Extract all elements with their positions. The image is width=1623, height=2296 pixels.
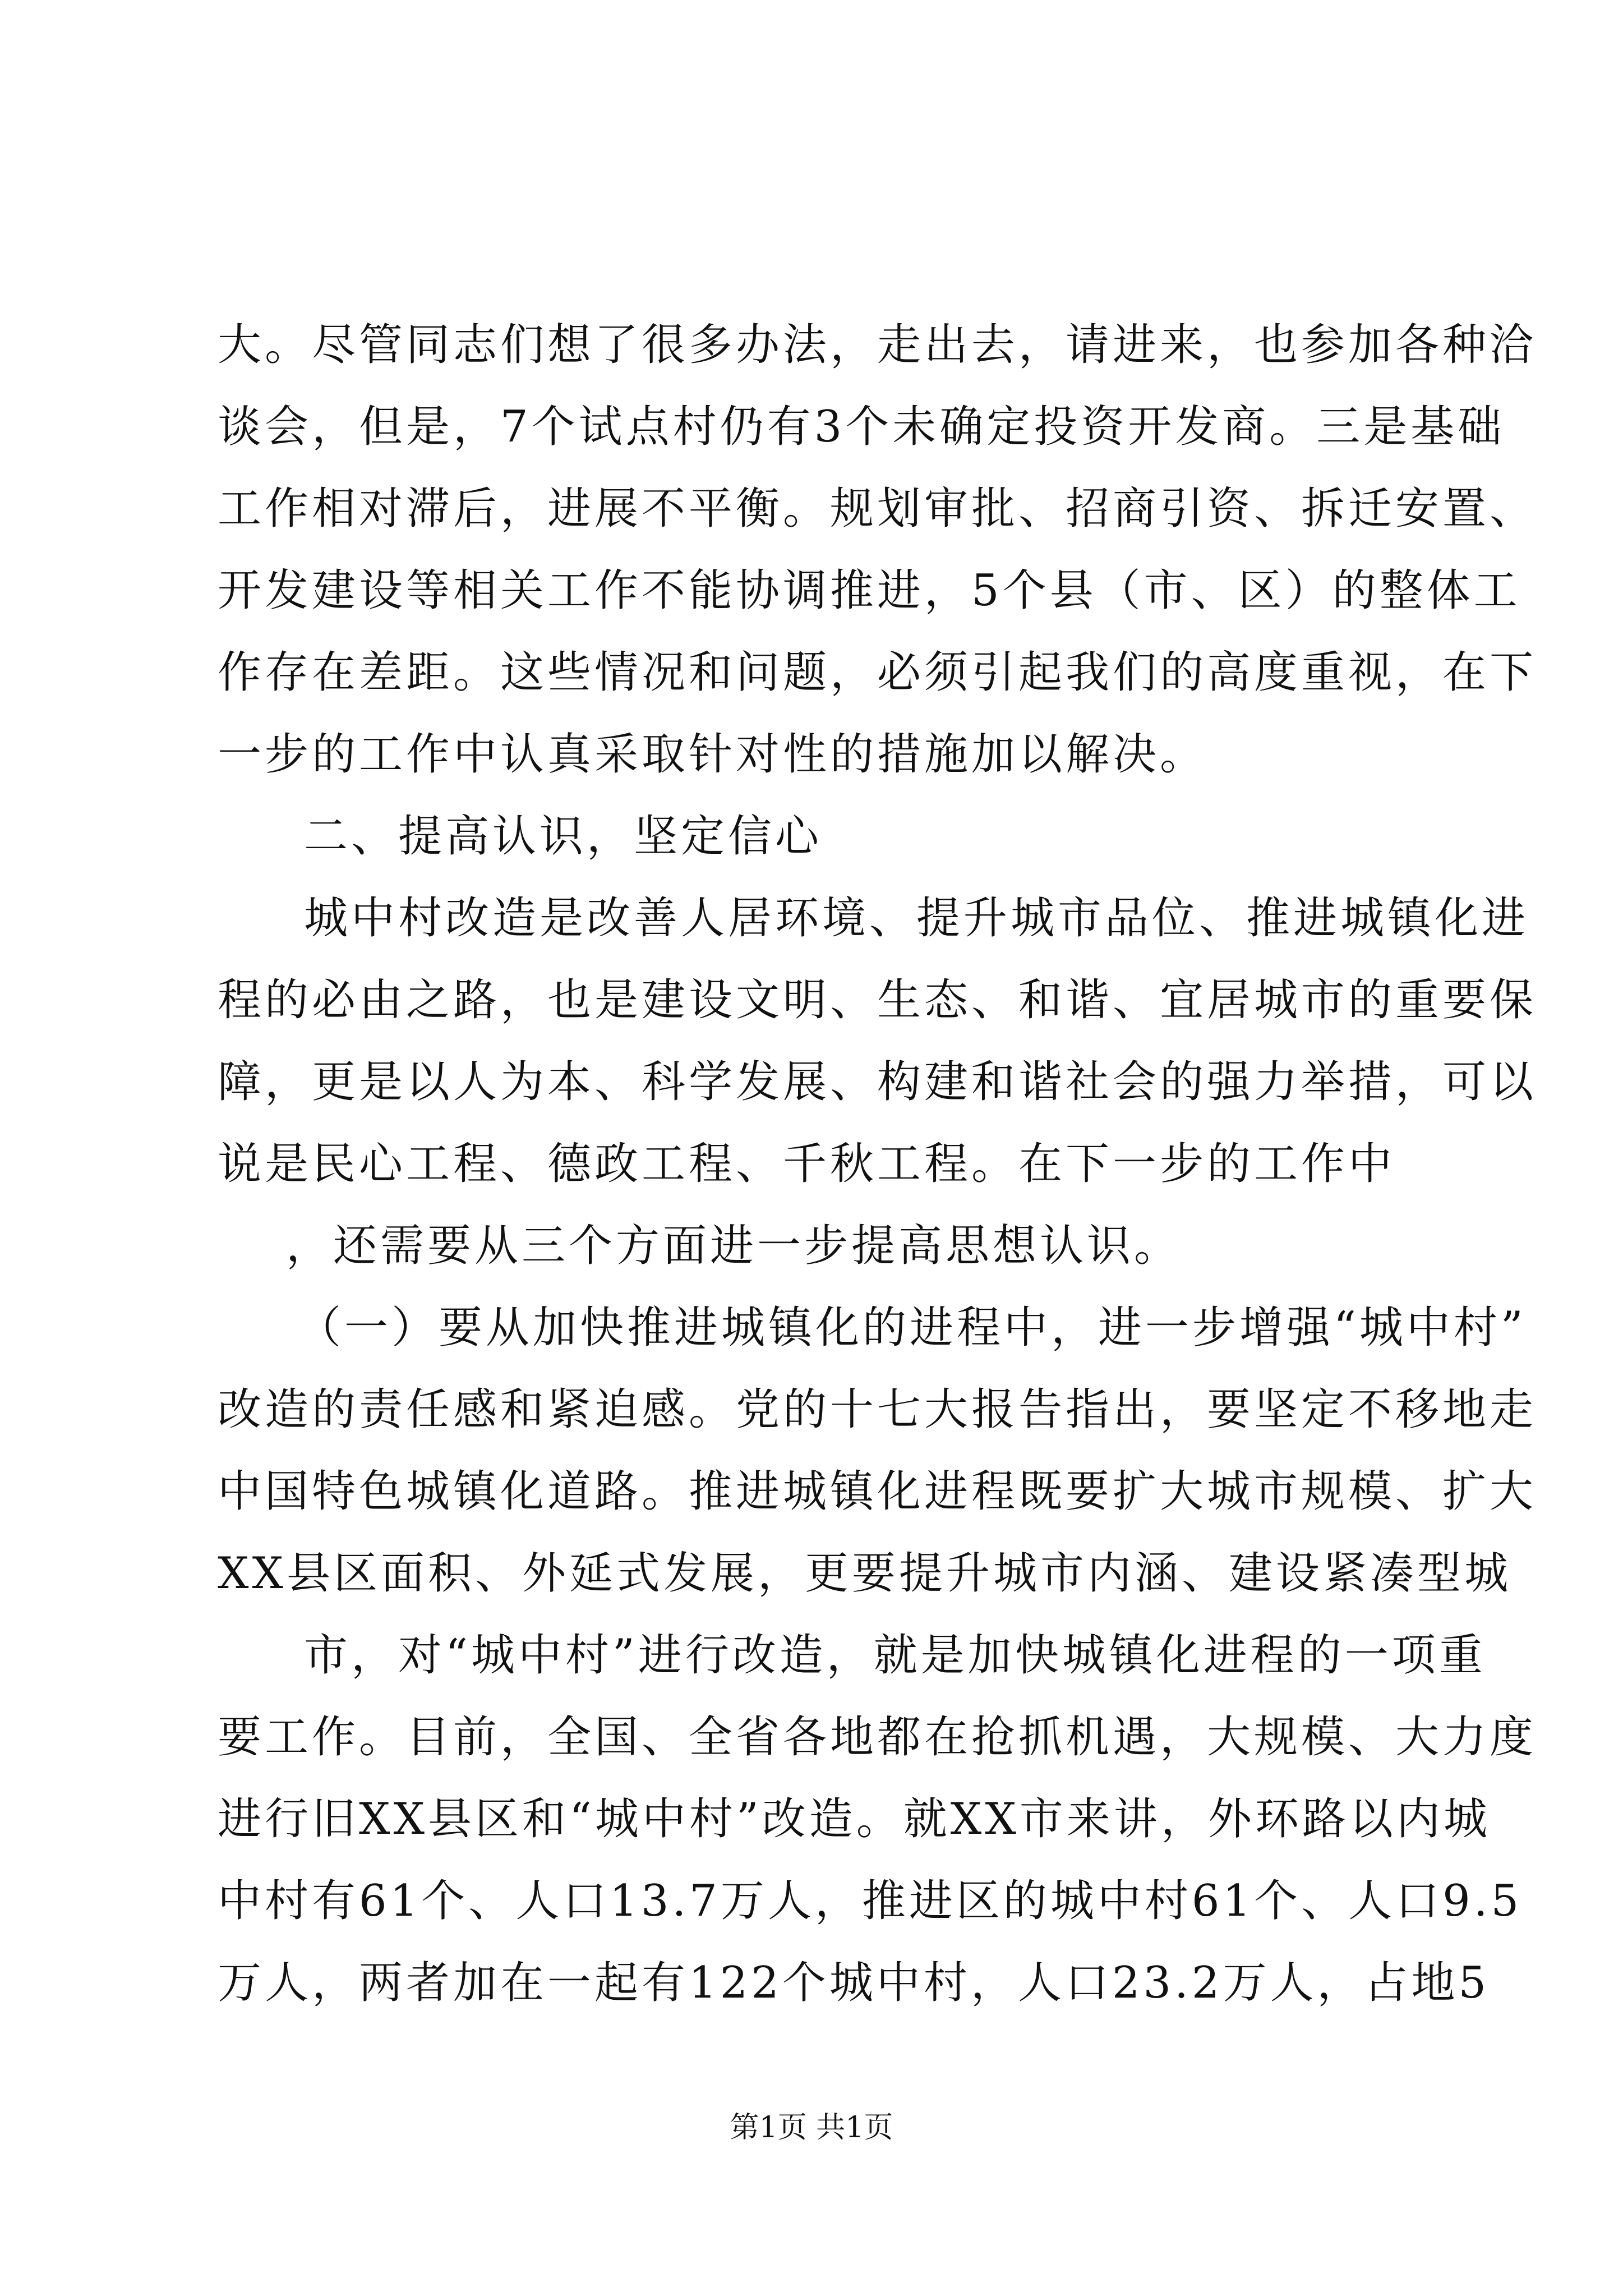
text-line: 开发建设等相关工作不能协调推进，5个县（市、区）的整体工 bbox=[218, 565, 1521, 616]
text-line: 万人，两者加在一起有122个城中村，人口23.2万人，占地5 bbox=[218, 1958, 1490, 2008]
text-line: 中国特色城镇化道路。推进城镇化进程既要扩大城市规模、扩大 bbox=[218, 1466, 1537, 1517]
text-line: 障，更是以人为本、科学发展、构建和谐社会的强力举措，可以 bbox=[218, 1057, 1537, 1107]
text-line: （一）要从加快推进城镇化的进程中，进一步增强“城中村” bbox=[297, 1303, 1527, 1353]
page-footer: 第1页 共1页 bbox=[730, 2111, 893, 2145]
section-heading: 二、提高认识，坚定信心 bbox=[304, 811, 823, 862]
text-line: 作存在差距。这些情况和问题，必须引起我们的高度重视，在下 bbox=[218, 647, 1537, 698]
text-line: 程的必由之路，也是建设文明、生态、和谐、宜居城市的重要保 bbox=[218, 975, 1537, 1025]
text-line: XX县区面积、外延式发展，更要提升城市内涵、建设紧凑型城 bbox=[218, 1548, 1512, 1599]
text-line: 中村有61个、人口13.7万人，推进区的城中村61个、人口9.5 bbox=[218, 1876, 1523, 1926]
text-line: 一步的工作中认真采取针对性的措施加以解决。 bbox=[218, 729, 1207, 780]
text-line: 市，对“城中村”进行改造，就是加快城镇化进程的一项重 bbox=[304, 1630, 1486, 1681]
text-line: 大。尽管同志们想了很多办法，走出去，请进来，也参加各种洽 bbox=[218, 320, 1537, 370]
text-line: 谈会，但是，7个试点村仍有3个未确定投资开发商。三是基础 bbox=[218, 402, 1505, 452]
text-line: 改造的责任感和紧迫感。党的十七大报告指出，要坚定不移地走 bbox=[218, 1384, 1537, 1435]
text-line: 说是民心工程、德政工程、千秋工程。在下一步的工作中 bbox=[218, 1139, 1396, 1189]
text-line: ，还需要从三个方面进一步提高思想认识。 bbox=[286, 1221, 1182, 1271]
text-line: 进行旧XX县区和“城中村”改造。就XX市来讲，外环路以内城 bbox=[218, 1794, 1491, 1844]
text-line: 工作相对滞后，进展不平衡。规划审批、招商引资、拆迁安置、 bbox=[218, 484, 1537, 534]
text-line: 城中村改造是改善人居环境、提升城市品位、推进城镇化进 bbox=[304, 893, 1529, 944]
text-line: 要工作。目前，全国、全省各地都在抢抓机遇，大规模、大力度 bbox=[218, 1712, 1537, 1763]
